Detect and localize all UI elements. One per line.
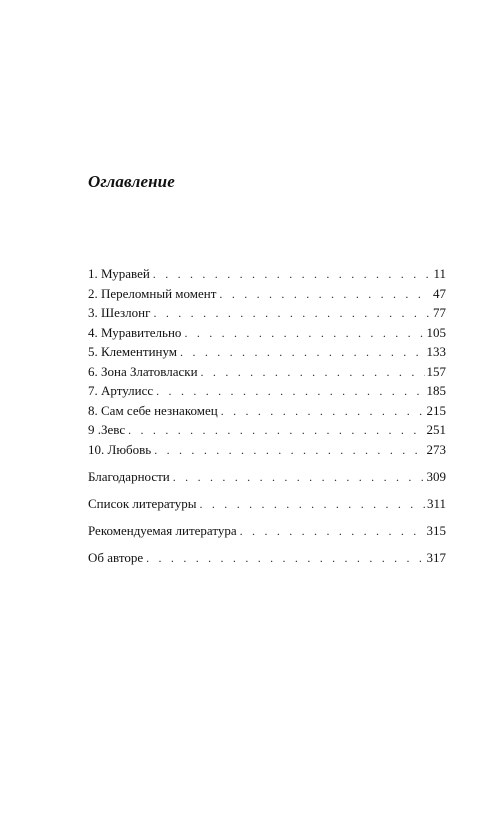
toc-entry-page: 157 <box>426 363 446 379</box>
toc-entry-page: 185 <box>426 383 446 398</box>
toc-entry-page: 47 <box>433 285 446 301</box>
toc-entry-chapter-7 <box>88 381 446 401</box>
toc-entry-page: 273 <box>426 441 446 457</box>
toc-entry-chapter-10 <box>88 440 446 460</box>
dot-leader <box>146 549 424 569</box>
toc-entry-page: 317 <box>426 549 446 565</box>
toc-entry-chapter-1 <box>88 264 446 284</box>
toc-entry-label: 8. Сам себе незнакомец <box>88 402 218 418</box>
toc-entry-page: 105 <box>426 324 446 340</box>
dot-leader <box>221 402 425 422</box>
dot-leader <box>154 441 424 461</box>
toc-entry-page: 133 <box>426 344 446 359</box>
dot-leader <box>153 265 432 285</box>
toc-entry-references <box>88 494 446 514</box>
toc-entry-chapter-8 <box>88 401 446 421</box>
toc-entry-label: Благодарности <box>88 468 170 484</box>
dot-leader <box>219 285 431 305</box>
toc-entry-label: 7. Артулисс <box>88 383 154 398</box>
toc-entry-about-author <box>88 548 446 568</box>
toc-entry-label: 9 .Зевс <box>88 422 126 437</box>
toc-entry-chapter-3 <box>88 303 446 323</box>
toc-entry-page: 251 <box>426 422 446 437</box>
toc-entry-page: 315 <box>426 522 446 538</box>
toc-entry-label: 4. Муравительно <box>88 324 182 340</box>
table-of-contents <box>88 264 446 567</box>
toc-entry-label: 3. Шезлонг <box>88 305 151 320</box>
toc-entry-label: 5. Клементинум <box>88 344 178 359</box>
dot-leader <box>156 382 424 402</box>
toc-entry-chapter-2 <box>88 284 446 304</box>
toc-entry-label: Список литературы <box>88 495 197 511</box>
toc-entry-label: Об авторе <box>88 549 144 565</box>
dot-leader <box>180 343 424 363</box>
toc-entry-chapter-9 <box>88 420 446 440</box>
toc-entry-label: 10. Любовь <box>88 441 152 457</box>
dot-leader <box>173 468 425 488</box>
toc-entry-page: 215 <box>426 402 446 418</box>
toc-entry-page: 11 <box>433 266 446 281</box>
dot-leader <box>201 363 425 383</box>
toc-entry-chapter-4 <box>88 323 446 343</box>
toc-entry-page: 311 <box>426 495 446 511</box>
toc-entry-acknowledgements <box>88 467 446 487</box>
toc-entry-label: 2. Переломный момент <box>88 285 217 301</box>
toc-entry-label: 6. Зона Златовласки <box>88 363 198 379</box>
dot-leader <box>200 495 425 515</box>
toc-entry-label: 1. Муравей <box>88 266 150 281</box>
dot-leader <box>184 324 424 344</box>
toc-entry-page: 309 <box>426 468 446 484</box>
toc-entry-chapter-6 <box>88 362 446 382</box>
toc-entry-label: Рекомендуемая литература <box>88 522 237 538</box>
dot-leader <box>240 522 425 542</box>
toc-entry-recommended-reading <box>88 521 446 541</box>
toc-entry-chapter-5 <box>88 342 446 362</box>
toc-entry-page: 77 <box>433 305 446 320</box>
dot-leader <box>128 421 424 441</box>
dot-leader <box>153 304 431 324</box>
toc-title: Оглавление <box>88 172 175 191</box>
